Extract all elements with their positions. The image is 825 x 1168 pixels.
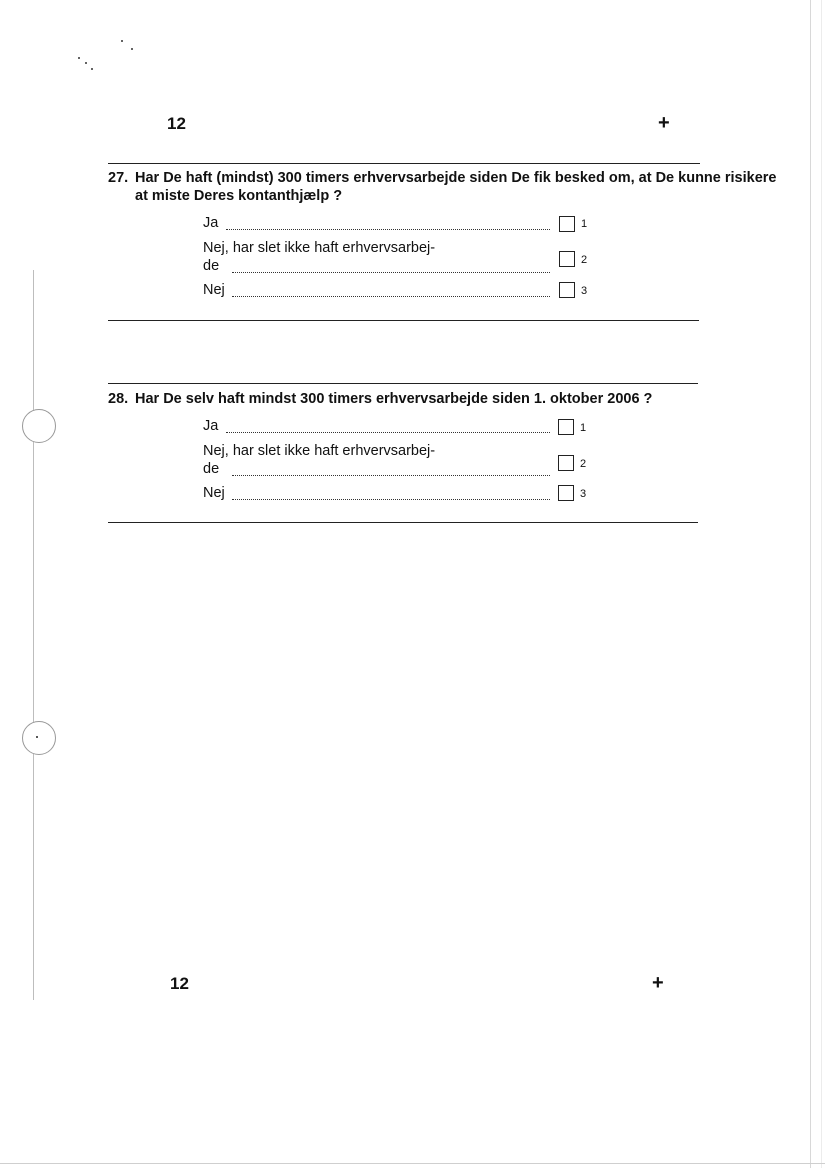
option-code: 2 [580, 458, 587, 470]
option-label: Nej, har slet ikke haft erhvervsarbej- [203, 443, 436, 459]
option-label: Nej, har slet ikke haft erhvervsarbej- [203, 240, 436, 256]
dot-leader [226, 229, 550, 230]
question-text: Har De selv haft mindst 300 timers erhvervsarbejde siden 1. oktober 2006 ? [135, 391, 653, 407]
registration-mark-top: + [658, 112, 670, 134]
question-27 [108, 169, 788, 205]
scan-edge [0, 1163, 825, 1164]
option-label: Ja [203, 215, 219, 231]
option-label-continued: de [203, 461, 220, 477]
option-label: Ja [203, 418, 219, 434]
option-code: 1 [580, 422, 587, 434]
scan-speck [131, 48, 133, 50]
scan-edge [821, 0, 822, 1168]
question-rule-top [108, 383, 698, 384]
punch-hole [22, 721, 56, 755]
question-rule-top [108, 163, 700, 164]
page-number-bottom: 12 [170, 974, 189, 993]
dot-leader [232, 475, 550, 476]
question-rule-bottom [108, 320, 699, 321]
option-code: 2 [581, 254, 588, 266]
question-number: 28. [108, 391, 129, 407]
scan-speck [91, 68, 93, 70]
option-label: Nej [203, 485, 225, 501]
question-28 [108, 390, 788, 408]
q27-option-3-checkbox[interactable] [559, 282, 575, 298]
option-code: 1 [581, 218, 588, 230]
scan-speck [85, 62, 87, 64]
scan-speck [121, 40, 123, 42]
option-label-continued: de [203, 258, 220, 274]
dot-leader [232, 499, 550, 500]
scan-edge [810, 0, 811, 1168]
dot-leader [226, 432, 550, 433]
scan-edge [33, 270, 34, 1000]
question-number: 27. [108, 170, 129, 186]
registration-mark-bottom: + [652, 972, 664, 994]
option-code: 3 [581, 285, 588, 297]
option-code: 3 [580, 488, 587, 500]
punch-dot [36, 736, 38, 738]
q27-option-2-checkbox[interactable] [559, 251, 575, 267]
question-rule-bottom [108, 522, 698, 523]
q28-option-2-checkbox[interactable] [558, 455, 574, 471]
scan-speck [78, 57, 80, 59]
dot-leader [232, 272, 550, 273]
option-label: Nej [203, 282, 225, 298]
page-number-top: 12 [167, 114, 186, 133]
question-text: Har De haft (mindst) 300 timers erhvervsarbejde siden De fik besked om, at De kunne risikere at miste Deres kontanthjælp ? [135, 170, 777, 204]
dot-leader [232, 296, 550, 297]
punch-hole [22, 409, 56, 443]
q28-option-1-checkbox[interactable] [558, 419, 574, 435]
q27-option-1-checkbox[interactable] [559, 216, 575, 232]
q28-option-3-checkbox[interactable] [558, 485, 574, 501]
